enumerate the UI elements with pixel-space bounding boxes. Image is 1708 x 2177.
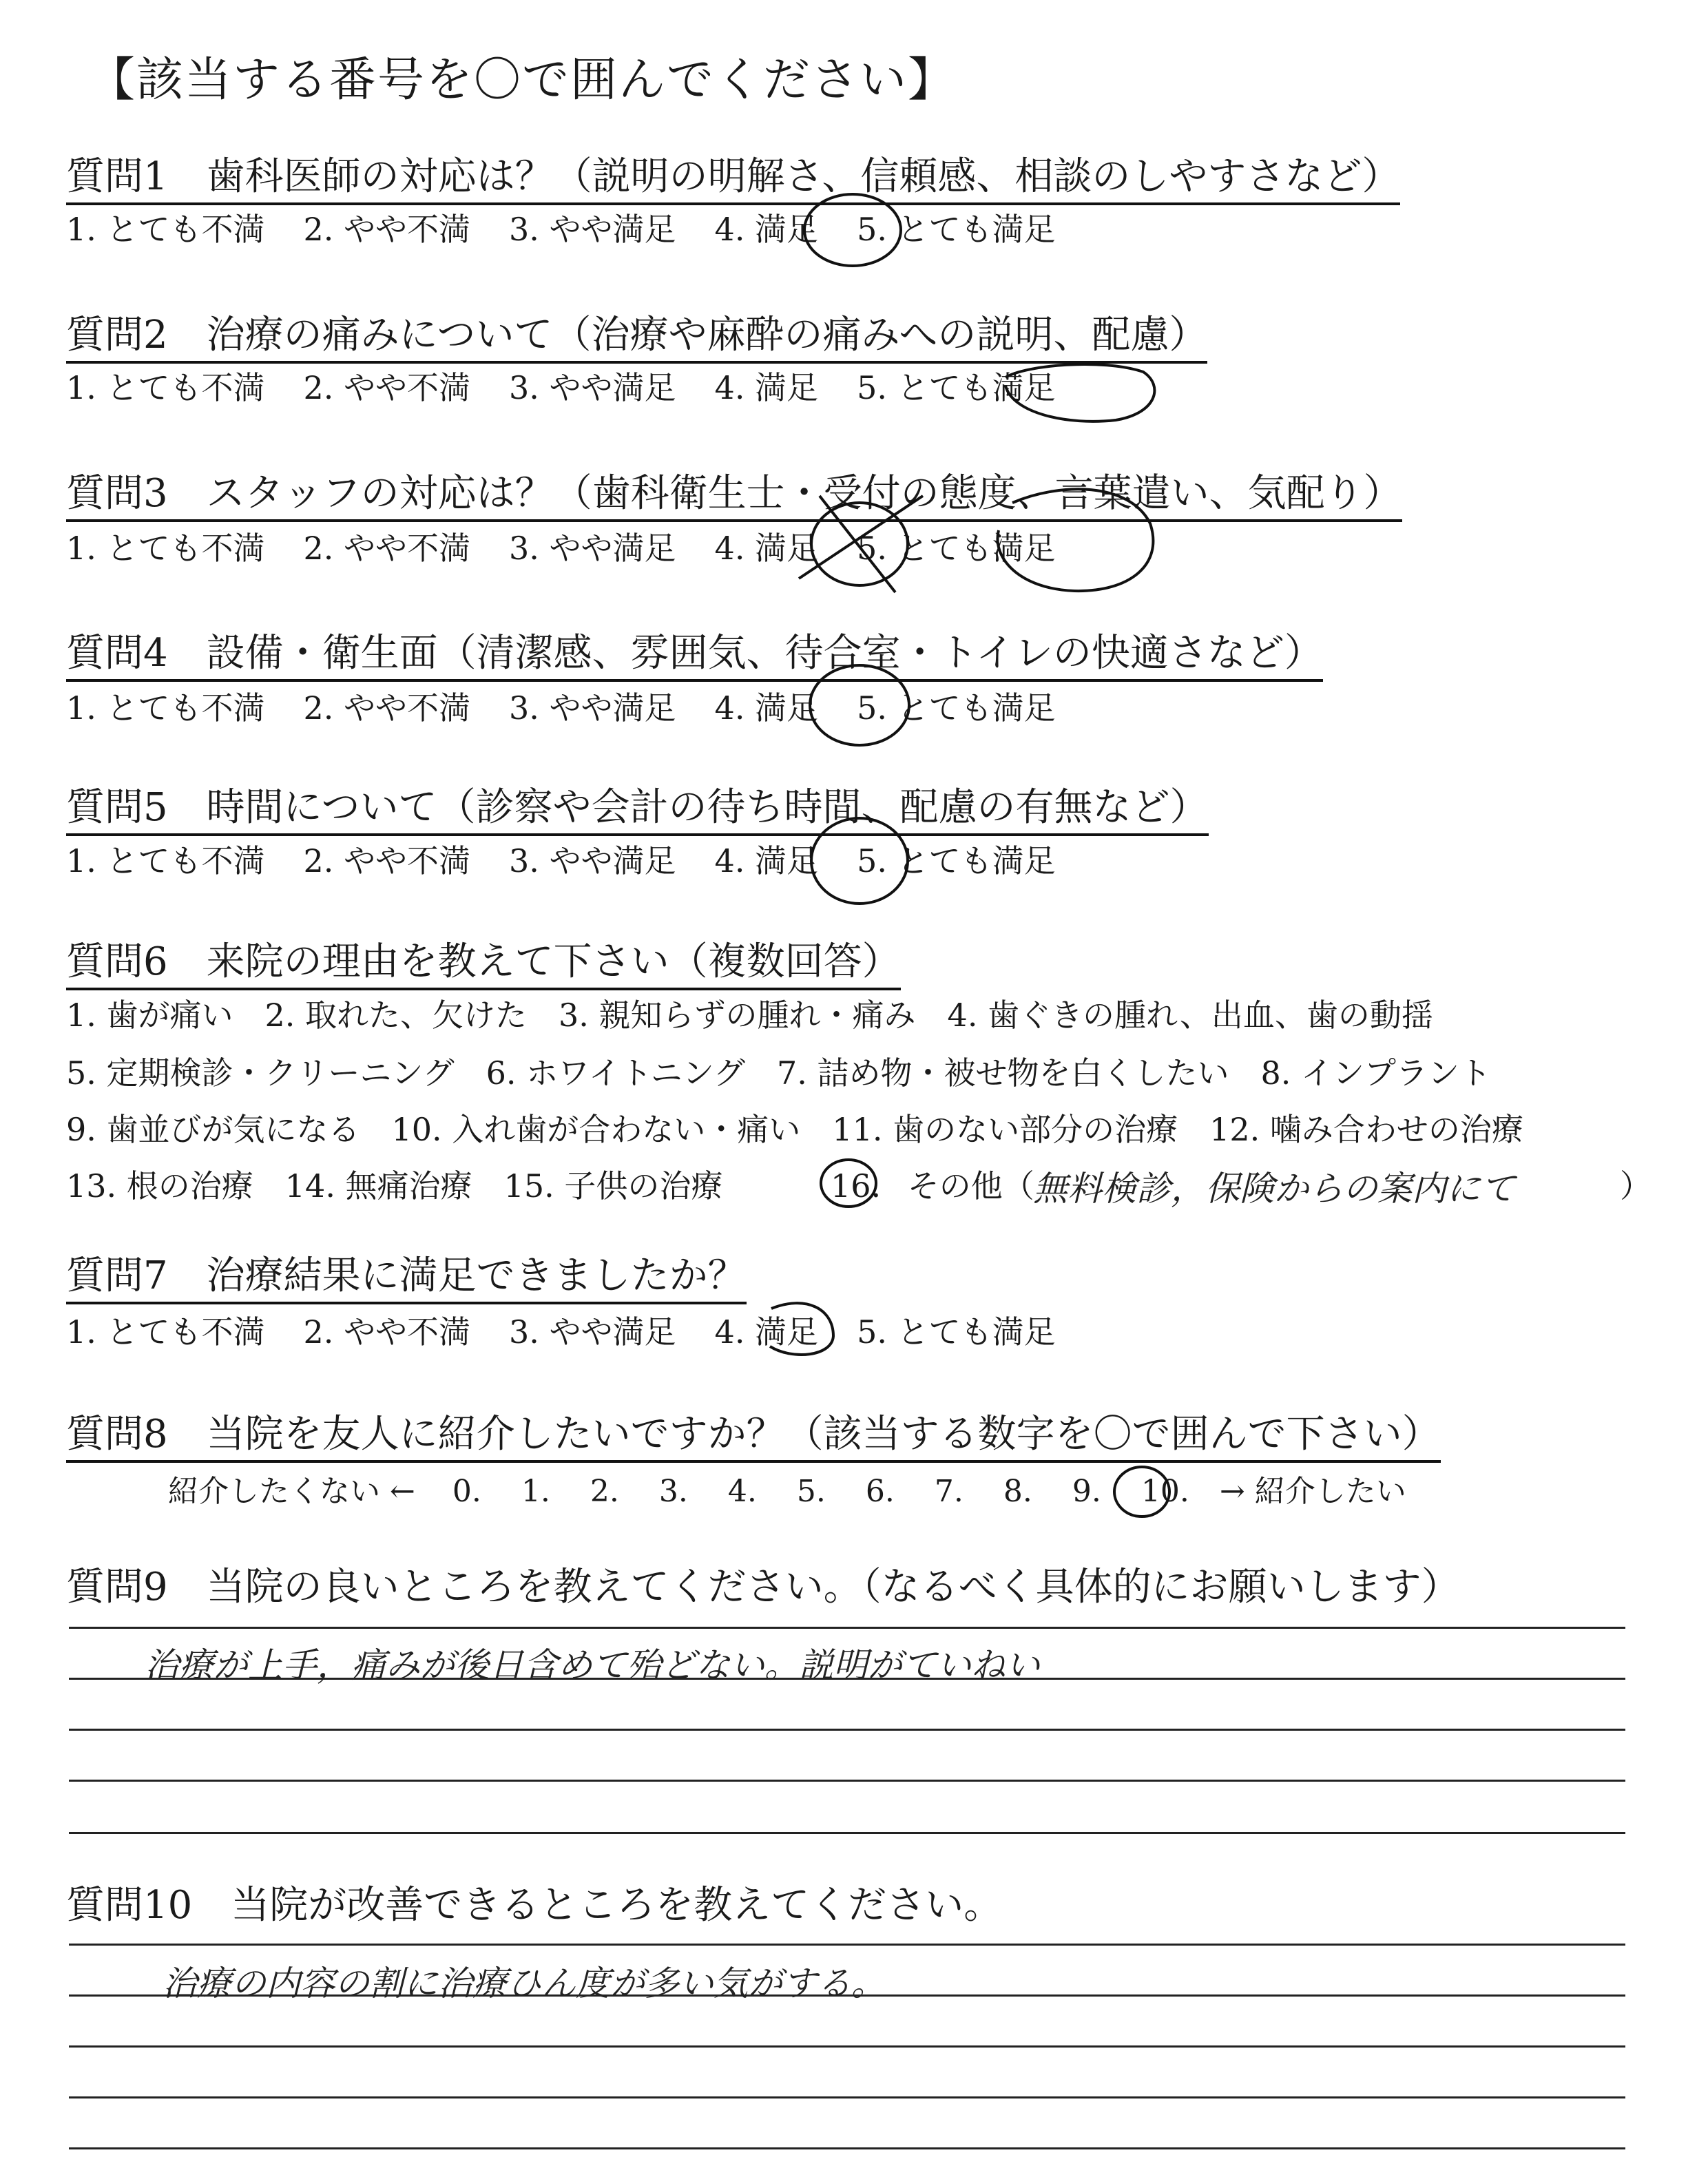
reason-10[interactable]: 10. 入れ歯が合わない・痛い — [391, 1111, 801, 1148]
option-1[interactable]: 1. とても不満 — [66, 369, 265, 406]
circle-q6 — [821, 1160, 876, 1207]
question-8: 質問8 当院を友人に紹介したいですか？（該当する数字を〇で囲んで下さい） — [66, 1410, 1441, 1463]
question-4: 質問4 設備・衛生面（清潔感、雰囲気、待合室・トイレの快適さなど） — [66, 629, 1323, 682]
page-title: 【該当する番号を〇で囲んでください】 — [88, 53, 957, 107]
option-3[interactable]: 3. やや満足 — [509, 211, 676, 248]
question-3: 質問3 スタッフの対応は？（歯科衛生士・受付の態度、言葉遣い、気配り） — [66, 470, 1402, 522]
option-1[interactable]: 1. とても不満 — [66, 842, 265, 879]
option-5[interactable]: 5. とても満足 — [857, 211, 1056, 248]
scale-3[interactable]: 3. — [658, 1474, 688, 1509]
q9-answer-handwritten[interactable]: 治療が上手，痛みが後日含めて殆どない。説明がていねい — [145, 1645, 1040, 1685]
question-10: 質問10 当院が改善できるところを教えてください。 — [66, 1883, 1003, 1928]
scale-4[interactable]: 4. — [727, 1474, 757, 1509]
other-close-paren: ） — [1620, 1167, 1652, 1205]
cross-out-q3 — [799, 496, 923, 592]
circle-q7 — [770, 1303, 833, 1355]
scale-8[interactable]: 8. — [1003, 1474, 1032, 1509]
option-3[interactable]: 3. やや満足 — [509, 842, 676, 879]
circle-q3 — [997, 489, 1153, 591]
reason-2[interactable]: 2. 取れた、欠けた — [264, 997, 528, 1034]
scale-9[interactable]: 9. — [1072, 1474, 1101, 1509]
option-1[interactable]: 1. とても不満 — [66, 1313, 265, 1351]
reason-7[interactable]: 7. 詰め物・被せ物を白くしたい — [776, 1054, 1229, 1092]
option-5[interactable]: 5. とても満足 — [857, 689, 1056, 727]
scale-1[interactable]: 1. — [521, 1474, 550, 1509]
other-reason-handwritten[interactable]: 無料検診，保険からの案内にて — [1033, 1169, 1515, 1209]
scale-right-label: → 紹介したい — [1219, 1474, 1406, 1509]
option-1[interactable]: 1. とても不満 — [66, 530, 265, 567]
circle-q1 — [804, 194, 901, 266]
option-2[interactable]: 2. やや不満 — [303, 689, 471, 727]
option-3[interactable]: 3. やや満足 — [509, 530, 676, 567]
scale-6[interactable]: 6. — [865, 1474, 895, 1509]
option-3[interactable]: 3. やや満足 — [509, 689, 676, 727]
option-5[interactable]: 5. とても満足 — [857, 369, 1056, 406]
reason-6[interactable]: 6. ホワイトニング — [486, 1054, 745, 1092]
reason-8[interactable]: 8. インプラント — [1260, 1054, 1491, 1092]
option-1[interactable]: 1. とても不満 — [66, 211, 265, 248]
question-2: 質問2 治療の痛みについて（治療や麻酔の痛みへの説明、配慮） — [66, 311, 1207, 364]
reason-16-number: 16. — [831, 1167, 882, 1205]
circle-q4 — [810, 665, 909, 745]
option-2[interactable]: 2. やや不満 — [303, 1313, 471, 1351]
question-1: 質問1 歯科医師の対応は？（説明の明解さ、信頼感、相談のしやすさなど） — [66, 153, 1400, 205]
question-5: 質問5 時間について（診察や会計の待ち時間、配慮の有無など） — [66, 784, 1209, 836]
option-3[interactable]: 3. やや満足 — [509, 1313, 676, 1351]
question-6: 質問6 来院の理由を教えて下さい（複数回答） — [66, 938, 901, 990]
option-5[interactable]: 5. とても満足 — [857, 530, 1056, 567]
question-7: 質問7 治療結果に満足できましたか？ — [66, 1252, 747, 1304]
option-2[interactable]: 2. やや不満 — [303, 211, 471, 248]
reason-12[interactable]: 12. 噛み合わせの治療 — [1209, 1111, 1523, 1148]
circle-q8 — [1114, 1467, 1169, 1517]
option-2[interactable]: 2. やや不満 — [303, 369, 471, 406]
scale-7[interactable]: 7. — [934, 1474, 964, 1509]
reason-3[interactable]: 3. 親知らずの腫れ・痛み — [559, 997, 916, 1034]
reason-13[interactable]: 13. 根の治療 — [66, 1167, 253, 1205]
option-4[interactable]: 4. 満足 — [714, 1313, 819, 1351]
option-4[interactable]: 4. 満足 — [714, 530, 819, 567]
reason-15[interactable]: 15. 子供の治療 — [503, 1167, 723, 1205]
scale-left-label: 紹介したくない ← — [168, 1474, 415, 1509]
option-4[interactable]: 4. 満足 — [714, 211, 819, 248]
question-9: 質問9 当院の良いところを教えてください。（なるべく具体的にお願いします） — [66, 1565, 1460, 1610]
q10-answer-handwritten[interactable]: 治療の内容の割に治療ひん度が多い気がする。 — [163, 1964, 886, 2003]
option-4[interactable]: 4. 満足 — [714, 369, 819, 406]
option-3[interactable]: 3. やや満足 — [509, 369, 676, 406]
option-2[interactable]: 2. やや不満 — [303, 842, 471, 879]
scale-0[interactable]: 0. — [452, 1474, 481, 1509]
option-1[interactable]: 1. とても不満 — [66, 689, 265, 727]
option-5[interactable]: 5. とても満足 — [857, 1313, 1056, 1351]
circle-q5 — [811, 818, 908, 904]
reason-16-label: その他（ — [907, 1167, 1034, 1205]
reason-11[interactable]: 11. 歯のない部分の治療 — [832, 1111, 1178, 1148]
reason-1[interactable]: 1. 歯が痛い — [66, 997, 233, 1034]
option-5[interactable]: 5. とても満足 — [857, 842, 1056, 879]
reason-5[interactable]: 5. 定期検診・クリーニング — [66, 1054, 455, 1092]
circle-q2 — [1006, 364, 1154, 421]
scale-10[interactable]: 10. — [1141, 1474, 1189, 1509]
reason-4[interactable]: 4. 歯ぐきの腫れ、出血、歯の動揺 — [947, 997, 1433, 1034]
option-4[interactable]: 4. 満足 — [714, 842, 819, 879]
scale-2[interactable]: 2. — [590, 1474, 619, 1509]
scale-5[interactable]: 5. — [796, 1474, 826, 1509]
reason-14[interactable]: 14. 無痛治療 — [284, 1167, 472, 1205]
option-4[interactable]: 4. 満足 — [714, 689, 819, 727]
option-2[interactable]: 2. やや不満 — [303, 530, 471, 567]
reason-9[interactable]: 9. 歯並びが気になる — [66, 1111, 360, 1148]
